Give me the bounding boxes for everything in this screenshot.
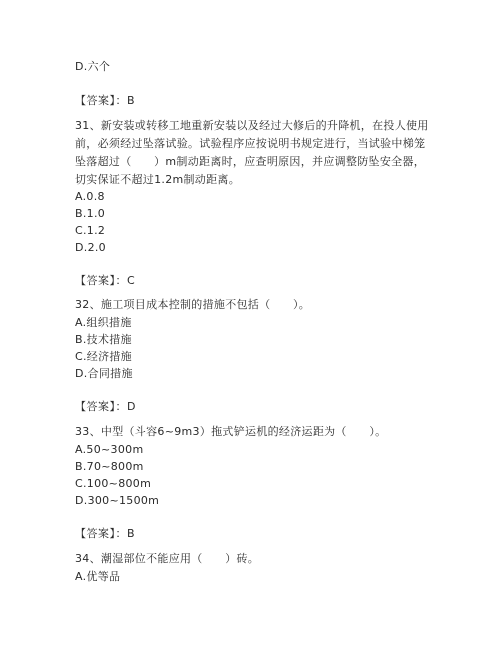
q32-option-c: C.经济措施	[75, 350, 132, 363]
q33-option-c: C.100~800m	[75, 477, 152, 490]
q32-option-a: A.组织措施	[75, 316, 132, 329]
answer-30: 【答案】：B	[75, 94, 136, 107]
q32-stem: 32、施工项目成本控制的措施不包括（ ）。	[75, 298, 311, 311]
answer-33: 【答案】：B	[75, 527, 136, 540]
q30-option-d: D.六个	[75, 60, 111, 73]
answer-32: 【答案】：D	[75, 400, 136, 413]
q33-stem: 33、中型（斗容6~9m3）拖式铲运机的经济运距为（ ）。	[75, 425, 387, 438]
q33-option-d: D.300~1500m	[75, 494, 160, 507]
q33-option-b: B.70~800m	[75, 460, 144, 473]
q31-option-a: A.0.8	[75, 190, 105, 203]
q32-option-d: D.合同措施	[75, 367, 133, 380]
q31-option-d: D.2.0	[75, 241, 106, 254]
q31-stem: 31、新安装或转移工地重新安装以及经过大修后的升降机，在投人使用前，必须经过坠落试验。试验程序应按说明书规定进行，当试验中梯笼坠落超过（ ）m制动距离时，应查明原因，并应调整防坠安全器，切实保证不超过1.2m制动距离。	[75, 119, 429, 186]
answer-31: 【答案】：C	[75, 274, 136, 287]
q34-stem: 34、潮湿部位不能应用（ ）砖。	[75, 552, 260, 565]
q31-option-b: B.1.0	[75, 207, 106, 220]
q31-option-c: C.1.2	[75, 224, 106, 237]
q34-option-a: A.优等品	[75, 570, 121, 583]
q32-option-b: B.技术措施	[75, 333, 132, 346]
q33-option-a: A.50~300m	[75, 443, 144, 456]
